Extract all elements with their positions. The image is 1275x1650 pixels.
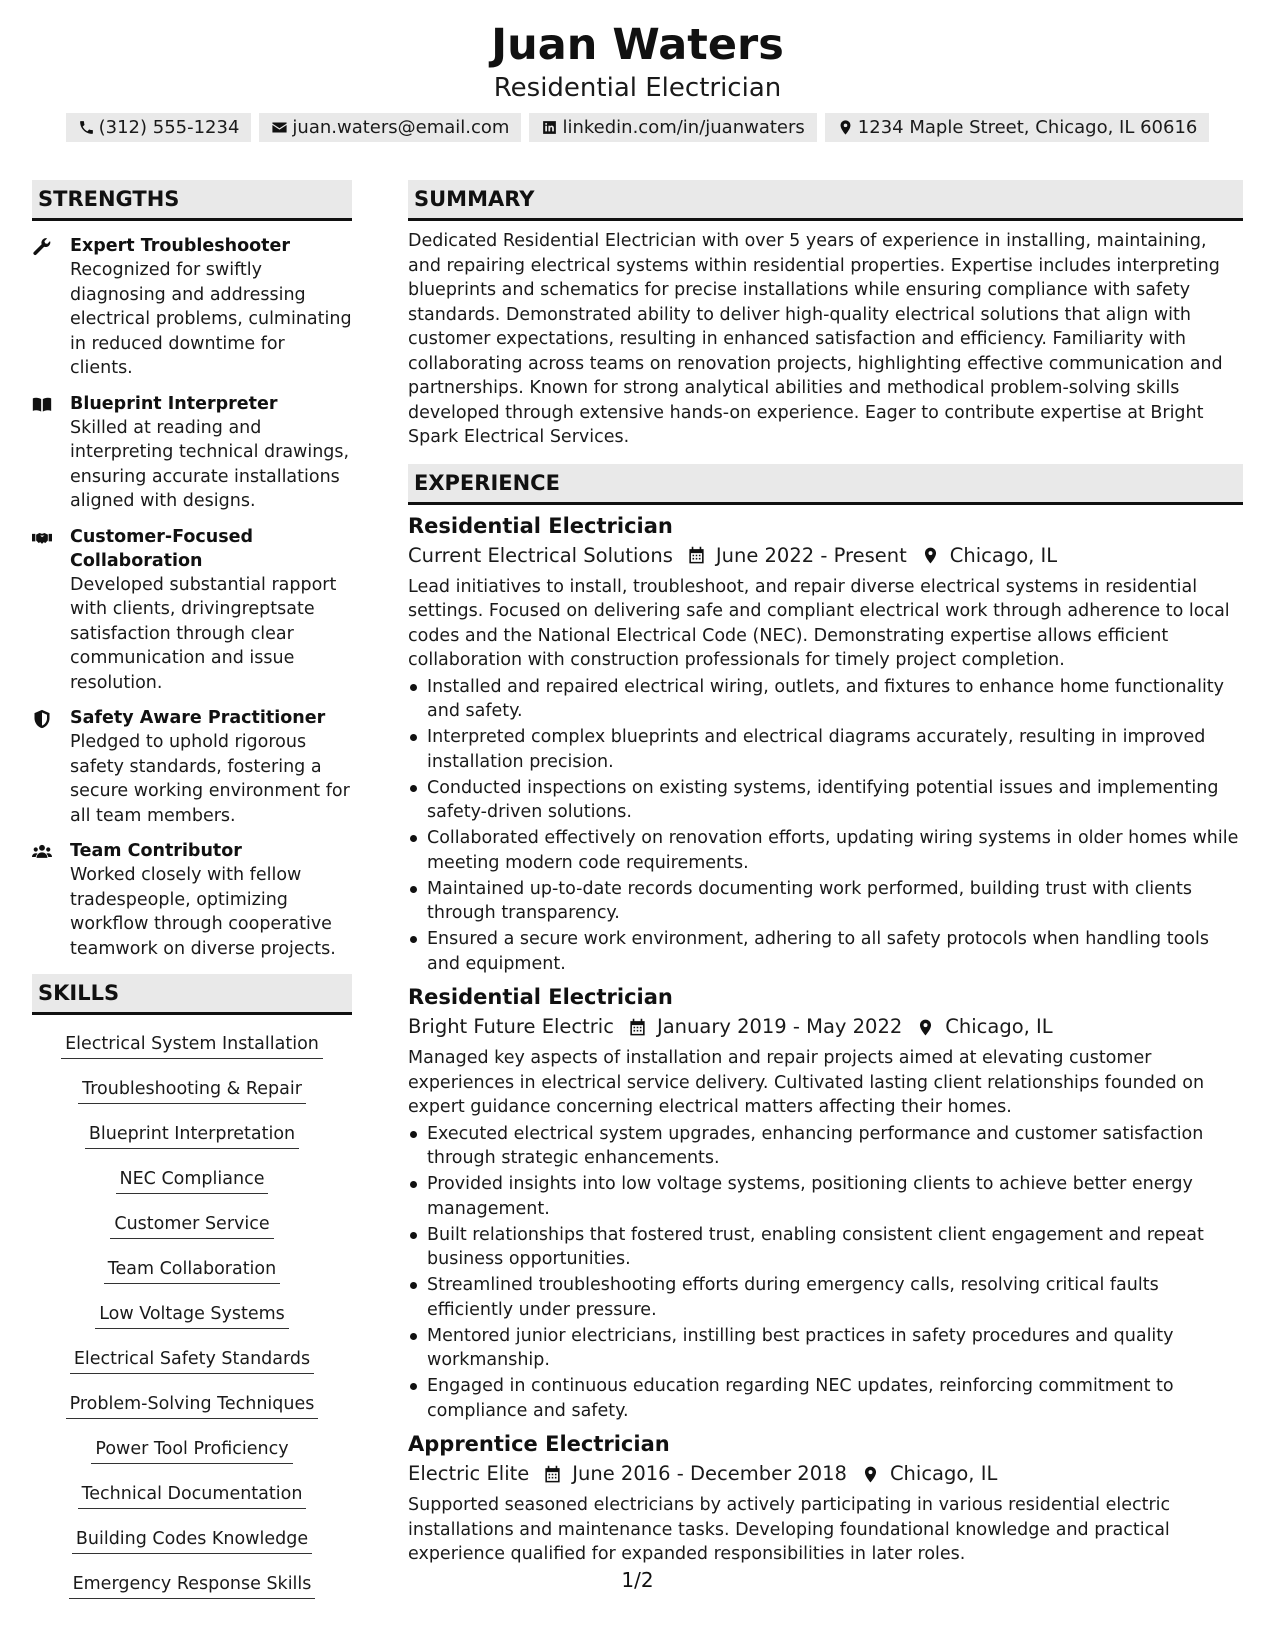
bullet-item: Interpreted complex blueprints and electrical diagrams accurately, resulting in improved installation precision. — [408, 725, 1243, 774]
calendar-icon — [543, 1465, 562, 1484]
job-title: Residential Electrician — [408, 513, 673, 538]
phone-text: (312) 555-1234 — [98, 117, 240, 138]
strength-item — [32, 234, 352, 381]
skill-label: Low Voltage Systems — [95, 1303, 289, 1329]
skill-item — [32, 1383, 352, 1428]
job-dates: June 2022 - Present — [715, 543, 907, 567]
users-icon — [32, 842, 52, 862]
map-pin-icon — [861, 1465, 880, 1484]
job-location: Chicago, IL — [949, 543, 1058, 567]
page-number: 1/2 — [621, 1568, 654, 1592]
skill-label: Electrical Safety Standards — [70, 1348, 314, 1374]
experience-heading: EXPERIENCE — [408, 464, 1243, 505]
calendar-icon — [687, 546, 706, 565]
strength-description: Recognized for swiftly diagnosing and addressing electrical problems, culminating in reduced downtime for clients. — [70, 260, 352, 378]
summary-heading: SUMMARY — [408, 180, 1243, 221]
bullet-item: Built relationships that fostered trust, enabling consistent client engagement and repeat business opportunities. — [408, 1223, 1243, 1272]
linkedin-text: linkedin.com/in/juanwaters — [562, 117, 805, 138]
strengths-list — [32, 221, 352, 961]
job-location: Chicago, IL — [889, 1462, 998, 1485]
skill-label: Building Codes Knowledge — [72, 1528, 312, 1554]
job-bullets — [408, 1122, 1243, 1424]
contact-bar — [0, 113, 1275, 142]
skill-item — [32, 1338, 352, 1383]
skill-label: Technical Documentation — [78, 1483, 307, 1509]
book-icon — [32, 395, 52, 415]
bullet-item: Streamlined troubleshooting efforts during emergency calls, resolving critical faults efficiently under pressure. — [408, 1273, 1243, 1322]
contact-address — [825, 113, 1210, 142]
job-meta — [408, 1459, 1243, 1489]
strength-title: Safety Aware Practitioner — [70, 708, 326, 728]
strength-item — [32, 525, 352, 696]
strength-item — [32, 839, 352, 961]
bullet-item: Engaged in continuous education regarding NEC updates, reinforcing commitment to compliance and safety. — [408, 1374, 1243, 1423]
job-meta — [408, 1012, 1243, 1042]
map-pin-icon — [916, 1018, 935, 1037]
strength-description: Worked closely with fellow tradespeople, optimizing workflow through cooperative teamwork on diverse projects. — [70, 865, 336, 959]
skill-item — [32, 1473, 352, 1518]
candidate-name: Juan Waters — [491, 20, 784, 70]
address-text: 1234 Maple Street, Chicago, IL 60616 — [857, 117, 1198, 138]
skill-item — [32, 1293, 352, 1338]
job-company: Bright Future Electric — [408, 1015, 614, 1038]
job-entry — [408, 511, 1243, 977]
skill-label: Blueprint Interpretation — [85, 1123, 299, 1149]
job-description: Supported seasoned electricians by actively participating in various residential electric installations and maintenance tasks. Developing foundational knowledge and practical experience qualified for expanded responsibilities in later roles. — [408, 1495, 1171, 1564]
strength-title: Customer-Focused Collaboration — [70, 526, 254, 571]
skill-label: Customer Service — [110, 1213, 273, 1239]
job-entry — [408, 982, 1243, 1423]
bullet-item: Provided insights into low voltage systems, positioning clients to achieve better energy management. — [408, 1172, 1243, 1221]
strength-description: Developed substantial rapport with clients, drivingreptsate satisfaction through clear communication and issue resolution. — [70, 574, 337, 693]
job-description: Lead initiatives to install, troubleshoot, and repair diverse electrical systems in residential settings. Focused on delivering safe and compliant electrical work through adherence to local codes and the National Electrical Code (NEC). Demonstrating expertise allows efficient collaboration with construction professionals for timely project completion. — [408, 576, 1230, 670]
skill-label: Electrical System Installation — [61, 1033, 323, 1059]
job-title: Residential Electrician — [408, 985, 673, 1009]
bullet-item: Installed and repaired electrical wiring, outlets, and fixtures to enhance home functionality and safety. — [408, 675, 1243, 724]
strength-title: Expert Troubleshooter — [70, 236, 291, 256]
left-column — [32, 180, 352, 1608]
linkedin-icon — [541, 119, 558, 136]
contact-phone[interactable] — [66, 113, 252, 142]
strength-title: Team Contributor — [70, 841, 242, 861]
contact-linkedin[interactable] — [529, 113, 816, 142]
job-dates: January 2019 - May 2022 — [656, 1015, 903, 1038]
email-text: juan.waters@email.com — [292, 117, 510, 138]
strength-description: Skilled at reading and interpreting technical drawings, ensuring accurate installations aligned with designs. — [70, 417, 350, 511]
skill-item — [32, 1248, 352, 1293]
job-dates: June 2016 - December 2018 — [572, 1462, 847, 1485]
envelope-icon — [271, 119, 288, 136]
contact-email[interactable] — [259, 113, 521, 142]
phone-icon — [78, 119, 95, 136]
bullet-item: Conducted inspections on existing systems, identifying potential issues and implementing safety-driven solutions. — [408, 776, 1243, 825]
job-description: Managed key aspects of installation and repair projects aimed at elevating customer experiences in electrical service delivery. Cultivated lasting client relationships founded on expert guidance concerning electrical matters affecting their homes. — [408, 1048, 1205, 1117]
skill-item — [32, 1428, 352, 1473]
summary-text: Dedicated Residential Electrician with over 5 years of experience in installing, maintaining, and repairing electrical systems within residential properties. Expertise includes interpreting blueprints and schematics for precise installations while ensuring compliance with safety standards. Demonstrated ability to deliver high-quality electrical solutions that align with customer expectations, resulting in enhanced satisfaction and efficiency. Familiarity with collaborating across teams on renovation projects, highlighting effective communication and partnerships. Known for strong analytical abilities and methodical problem-solving skills developed through extensive hands-on experience. Eager to contribute expertise at Bright Spark Electrical Services. — [408, 231, 1223, 447]
skill-label: NEC Compliance — [116, 1168, 269, 1194]
skill-item — [32, 1023, 352, 1068]
job-meta — [408, 541, 1243, 571]
skills-heading: SKILLS — [32, 974, 352, 1015]
shield-icon — [32, 709, 52, 729]
bullet-item: Collaborated effectively on renovation efforts, updating wiring systems in older homes while meeting modern code requirements. — [408, 826, 1243, 875]
strength-description: Pledged to uphold rigorous safety standards, fostering a secure working environment for all team members. — [70, 732, 350, 826]
map-pin-icon — [921, 546, 940, 565]
job-company: Current Electrical Solutions — [408, 543, 673, 567]
skill-label: Problem-Solving Techniques — [66, 1393, 319, 1419]
strength-item — [32, 392, 352, 514]
bullet-item: Ensured a secure work environment, adhering to all safety protocols when handling tools and equipment. — [408, 927, 1243, 976]
right-column — [408, 180, 1243, 1567]
calendar-icon — [628, 1018, 647, 1037]
candidate-title: Residential Electrician — [493, 73, 782, 103]
job-bullets — [408, 675, 1243, 977]
skill-label: Power Tool Proficiency — [91, 1438, 292, 1464]
skill-label: Team Collaboration — [104, 1258, 280, 1284]
job-title: Apprentice Electrician — [408, 1432, 670, 1456]
skills-list — [32, 1015, 352, 1608]
bullet-item: Maintained up-to-date records documenting work performed, building trust with clients through transparency. — [408, 877, 1243, 926]
bullet-item: Executed electrical system upgrades, enhancing performance and customer satisfaction through strategic enhancements. — [408, 1122, 1243, 1171]
bullet-item: Mentored junior electricians, instilling best practices in safety procedures and quality workmanship. — [408, 1324, 1243, 1373]
job-location: Chicago, IL — [945, 1015, 1053, 1038]
strength-title: Blueprint Interpreter — [70, 393, 278, 414]
skill-item — [32, 1113, 352, 1158]
skill-item — [32, 1158, 352, 1203]
job-entry — [408, 1429, 1243, 1567]
handshake-icon — [32, 528, 52, 548]
skill-label: Troubleshooting & Repair — [78, 1078, 306, 1104]
skill-item — [32, 1518, 352, 1563]
skill-item — [32, 1203, 352, 1248]
strengths-heading: STRENGTHS — [32, 180, 352, 221]
wrench-icon — [32, 237, 52, 257]
strength-item — [32, 706, 352, 828]
map-pin-icon — [837, 119, 854, 136]
skill-label: Emergency Response Skills — [69, 1573, 316, 1599]
skill-item — [32, 1068, 352, 1113]
job-company: Electric Elite — [408, 1462, 530, 1485]
